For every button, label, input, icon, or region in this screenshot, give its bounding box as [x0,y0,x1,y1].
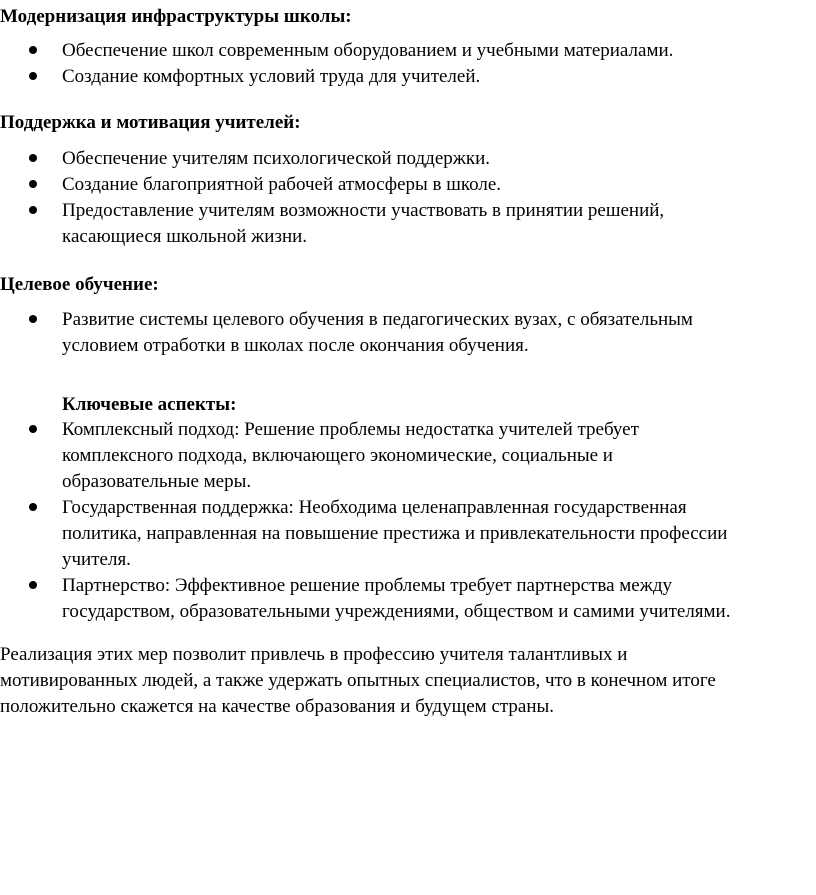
list-item-line: Партнерство: Эффективное решение проблемы требует партнерства между [62,575,673,596]
list-item-line: Развитие системы целевого обучения в педагогических вузах, с обязательным [62,309,693,330]
list-item-line: Предоставление учителям возможности участвовать в принятии решений, [62,200,665,221]
list-item [62,495,814,573]
list-item [62,198,814,250]
list-item [62,38,814,64]
list-item-line: Обеспечение учителям психологической поддержки. [62,148,491,169]
list-item [62,417,814,495]
list-item [62,573,814,625]
bullet-icon [29,581,39,591]
list-item-line: касающиеся школьной жизни. [62,226,308,247]
bullet-icon [29,46,39,56]
list-item-line: комплексного подхода, включающего экономические, социальные и [62,445,613,466]
list-item [62,307,814,359]
bullet-icon [29,154,39,164]
list-item [62,172,814,198]
list-item-line: государством, образовательными учреждениями, обществом и самими учителями. [62,601,731,622]
bullet-icon [29,425,39,435]
section-heading-infrastructure: Модернизация инфраструктуры школы: [0,6,352,27]
conclusion-paragraph [0,642,816,720]
key-aspects-heading: Ключевые аспекты: [62,394,237,415]
list-item-line: Обеспечение школ современным оборудованием и учебными материалами. [62,40,674,61]
list-item-line: Создание благоприятной рабочей атмосферы в школе. [62,174,502,195]
list-item-line: Создание комфортных условий труда для учителей. [62,66,481,87]
conclusion-line: Реализация этих мер позволит привлечь в профессию учителя талантливых и [0,644,628,665]
list-item-line: политика, направленная на повышение престижа и привлекательности профессии [62,523,728,544]
bullet-icon [29,72,39,82]
list-item-line: учителя. [62,549,131,570]
bullet-icon [29,206,39,216]
list-item-line: образовательные меры. [62,471,252,492]
list-item-line: Комплексный подход: Решение проблемы недостатка учителей требует [62,419,639,440]
section-heading-support: Поддержка и мотивация учителей: [0,112,301,133]
conclusion-line: мотивированных людей, а также удержать опытных специалистов, что в конечном итоге [0,670,716,691]
bullet-icon [29,315,39,325]
bullet-icon [29,180,39,190]
bullet-icon [29,503,39,513]
list-item-line: условием отработки в школах после окончания обучения. [62,335,529,356]
list-item-line: Государственная поддержка: Необходима целенаправленная государственная [62,497,687,518]
list-item [62,146,814,172]
section-heading-targeted-training: Целевое обучение: [0,274,159,295]
list-item [62,64,814,90]
conclusion-line: положительно скажется на качестве образования и будущем страны. [0,696,555,717]
